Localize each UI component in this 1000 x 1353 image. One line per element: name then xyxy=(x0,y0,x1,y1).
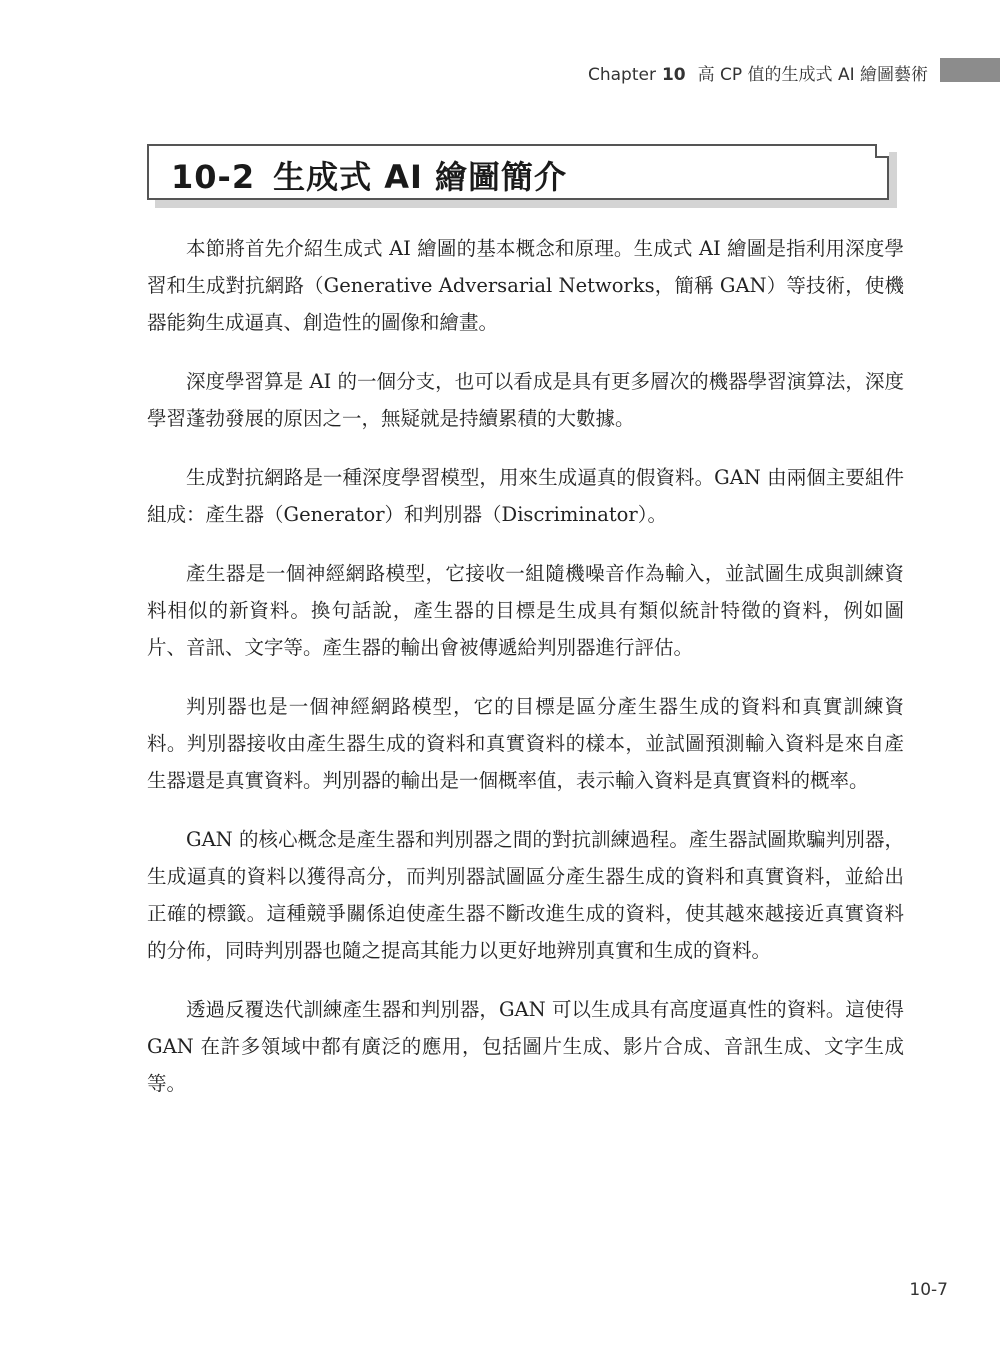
page-number: 10-7 xyxy=(909,1280,948,1300)
paragraph: 本節將首先介紹生成式 AI 繪圖的基本概念和原理。生成式 AI 繪圖是指利用深度學習和生成對抗網路（Generative Adversarial Networks，簡稱 GAN）等技術，使機器能夠生成逼真、創造性的圖像和繪畫。 xyxy=(147,237,904,334)
section-heading-box xyxy=(147,144,889,200)
paragraph: 生成對抗網路是一種深度學習模型，用來生成逼真的假資料。GAN 由兩個主要組件組成：產生器（Generator）和判別器（Discriminator）。 xyxy=(147,466,904,526)
body-content xyxy=(147,230,904,1124)
chapter-number: 10 xyxy=(661,65,686,85)
running-header xyxy=(0,58,1000,84)
chapter-heading xyxy=(588,60,928,85)
section-number: 10-2 xyxy=(171,158,256,196)
paragraph: 深度學習算是 AI 的一個分支，也可以看成是具有更多層次的機器學習演算法，深度學習蓬勃發展的原因之一，無疑就是持續累積的大數據。 xyxy=(147,370,904,430)
paragraph: 透過反覆迭代訓練產生器和判別器，GAN 可以生成具有高度逼真性的資料。這使得 GAN 在許多領域中都有廣泛的應用，包括圖片生成、影片合成、音訊生成、文字生成等。 xyxy=(147,998,904,1095)
chapter-title: 高 CP 值的生成式 AI 繪圖藝術 xyxy=(697,65,928,85)
paragraph: 判別器也是一個神經網路模型，它的目標是區分產生器生成的資料和真實訓練資料。判別器接收由產生器生成的資料和真實資料的樣本，並試圖預測輸入資料是來自產生器還是真實資料。判別器的輸出是一個概率值，表示輸入資料是真實資料的概率。 xyxy=(147,695,904,792)
section-title-text: 生成式 AI 繪圖簡介 xyxy=(273,158,568,196)
section-title xyxy=(171,152,567,198)
corner-fold xyxy=(875,144,889,158)
paragraph: GAN 的核心概念是產生器和判別器之間的對抗訓練過程。產生器試圖欺騙判別器，生成逼真的資料以獲得高分，而判別器試圖區分產生器生成的資料和真實資料，並給出正確的標籤。這種競爭關係迫使產生器不斷改進生成的資料，使其越來越接近真實資料的分佈，同時判別器也隨之提高其能力以更好地辨別真實和生成的資料。 xyxy=(147,828,904,962)
paragraph: 產生器是一個神經網路模型，它接收一組隨機噪音作為輸入，並試圖生成與訓練資料相似的新資料。換句話說，產生器的目標是生成具有類似統計特徵的資料，例如圖片、音訊、文字等。產生器的輸出會被傳遞給判別器進行評估。 xyxy=(147,562,904,659)
chapter-word: Chapter xyxy=(587,65,656,85)
header-tab-bar xyxy=(940,58,1000,82)
